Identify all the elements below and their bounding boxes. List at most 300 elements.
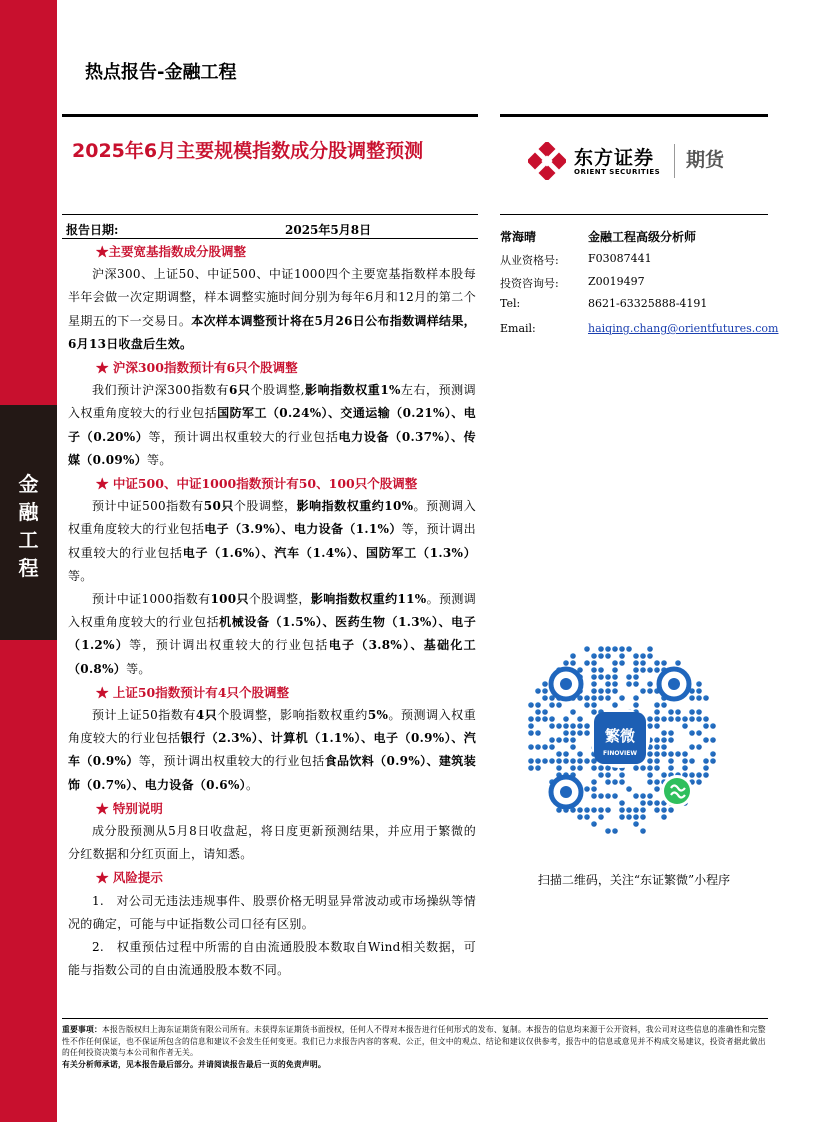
qr-dot [591,786,597,792]
qr-dot [619,653,625,659]
qualification-label: 从业资格号: [500,254,559,267]
qr-dot [598,667,604,673]
footer-rule [62,1018,768,1019]
date-rule-top [62,214,478,215]
qr-dot [661,814,667,820]
qr-dot [542,758,548,764]
qr-dot [549,723,555,729]
qr-dot [542,695,548,701]
qr-dot [584,807,590,813]
qr-dot [612,828,618,834]
qr-dot [605,653,611,659]
qr-dot [598,646,604,652]
qr-dot [633,793,639,799]
qr-dot [577,814,583,820]
text: 等。 [68,568,93,583]
qr-dot [598,688,604,694]
text: 预计中证500指数有 [92,499,204,514]
qr-dot [605,681,611,687]
qr-caption: 扫描二维码，关注“东证繁微”小程序 [537,873,731,887]
qr-dot [612,667,618,673]
company-logo [528,140,738,182]
qr-dot [682,751,688,757]
qr-dot [563,758,569,764]
qr-dot [591,807,597,813]
text: 预计中证1000指数有 [92,592,211,607]
text-bold: 4只 [195,708,218,723]
paragraph-hs300 [68,379,476,472]
qr-dot [591,695,597,701]
qr-dot [605,793,611,799]
paragraph-csi1000 [68,588,476,681]
qr-dot [689,695,695,701]
text: 个股调整, [250,383,305,398]
qr-dot [605,688,611,694]
qr-dot [570,744,576,750]
text: 。 [245,777,259,792]
qr-dot [640,828,646,834]
qr-dot [612,660,618,666]
qr-dot [689,744,695,750]
qr-finder-center [668,678,680,690]
qr-dot [675,709,681,715]
qr-dot [605,646,611,652]
qr-dot [619,695,625,701]
qr-dot [633,653,639,659]
qr-dot [577,807,583,813]
qr-dot [605,807,611,813]
qr-dot [640,793,646,799]
qr-dot [598,772,604,778]
qr-dot [556,765,562,771]
qr-dot [696,709,702,715]
qr-dot [654,786,660,792]
qr-dot [612,702,618,708]
qr-dot [584,723,590,729]
qr-dot [640,688,646,694]
qr-dot [598,765,604,771]
qr-dot [598,807,604,813]
qr-dot [570,758,576,764]
qr-dot [528,730,534,736]
text-bold: 电子（3.9%）、电力设备（1.1%） [204,522,402,537]
qr-dot [577,751,583,757]
section-heading-hs300: ★ 沪深300指数预计有6只个股调整 [96,360,298,376]
report-date-value: 2025年5月8日 [285,223,372,237]
paragraph-sse50 [68,704,476,797]
text-bold: 50只 [203,499,234,514]
qr-dot [619,807,625,813]
qr-dot [612,688,618,694]
qr-dot [696,695,702,701]
text-bold: 电子（1.6%）、汽车（1.4%）、国防军工（1.3%） [182,545,476,560]
qr-dot [647,751,653,757]
qr-dot [647,758,653,764]
qr-dot [710,723,716,729]
qr-dot [612,674,618,680]
qr-dot [647,779,653,785]
text: 个股调整， [233,499,297,514]
text-bold: 6只 [229,383,251,398]
qr-dot [612,793,618,799]
qr-dot [682,758,688,764]
qr-dot [626,814,632,820]
qr-dot [619,660,625,666]
qr-dot [640,800,646,806]
mini-program-qr-code[interactable] [520,638,720,838]
section-heading-special-note: ★ 特别说明 [96,800,163,816]
paragraph-index-adjust [68,263,476,356]
qr-dot [689,730,695,736]
qr-dot [542,688,548,694]
qr-dot [689,716,695,722]
qr-dot [528,716,534,722]
qr-dot [605,779,611,785]
paragraph-special-note: 成分股预测从5月8日收盘起，将日度更新预测结果，并应用于繁微的分红数据和分红页面上，请知悉。 [68,824,476,862]
qr-dot [647,667,653,673]
qr-dot [591,765,597,771]
side-tab-label [0,470,57,582]
section-heading-index-adjust: ★主要宽基指数成分股调整 [96,244,247,259]
qr-dot [626,674,632,680]
qr-dot [696,772,702,778]
qr-dot [535,716,541,722]
text-bold: 食品饮料（0.9%）、建筑装饰（0.7%）、电力设备（0.6%） [68,754,476,792]
qr-dot [654,667,660,673]
qr-dot [647,646,653,652]
qr-dot [591,667,597,673]
qualification-value: F03087441 [588,252,652,265]
qr-dot [619,646,625,652]
qr-dot [570,709,576,715]
qr-dot [640,653,646,659]
qr-dot [654,702,660,708]
qr-dot [528,758,534,764]
text-bold: 银行（2.3%）、计算机（1.1%）、电子（0.9%）、汽车（0.9%） [68,731,477,769]
text: 个股调整， [248,592,311,607]
qr-dot [640,660,646,666]
text: 我们预计沪深300指数有 [92,383,229,398]
qr-dot [654,765,660,771]
text: 等，预计调出权重较大的行业包括 [68,522,476,560]
qr-dot [696,688,702,694]
qr-dot [703,723,709,729]
qr-dot [549,737,555,743]
qr-dot [549,716,555,722]
qr-dot [563,737,569,743]
qr-dot [542,744,548,750]
qr-dot [668,751,674,757]
qr-dot [682,716,688,722]
qr-dot [661,807,667,813]
qr-dot [661,730,667,736]
analyst-name: 常海晴 [500,230,537,244]
qr-dot [549,744,555,750]
footer-notice [62,1024,772,1070]
qr-dot [598,793,604,799]
qr-dot [675,660,681,666]
text: 沪深300、上证50、中证500、中证1000四个主要宽基指数样本股每半年会做一次定期调整，样本调整实施时间分别为每年6月和12月的第二个星期五的下一交易日。 [68,267,476,328]
text: 预计上证50指数有 [92,708,196,723]
qr-dot [633,695,639,701]
qr-dot [668,709,674,715]
side-tab-char: 工 [18,528,39,552]
qr-dot [661,660,667,666]
qr-dot [528,702,534,708]
qr-dot [577,730,583,736]
footer-notice-text: 本报告版权归上海东证期货有限公司所有。未获得东证期货书面授权，任何人不得对本报告进行任何形式的发布、复制。本报告的信息均来源于公开资料，我公司对这些信息的准确性和完整性不作任何保证，也不保证所包含的信息和建议不会发生任何变更。我们已力求报告内容的客观、公正，但文中的观点、结论和建议仅供参考，报告中的信息或意见并不构成交易建议，投资者据此做出的任何投资决策与本公司和作者无关。 [62,1025,766,1057]
qr-dot [654,779,660,785]
qr-dot [563,716,569,722]
section-heading-sse50: ★ 上证50指数预计有4只个股调整 [96,684,289,700]
qr-dot [598,674,604,680]
qr-dot [577,758,583,764]
qr-dot [535,688,541,694]
qr-dot [577,716,583,722]
qr-dot [577,765,583,771]
qr-dot [591,688,597,694]
qr-dot [654,737,660,743]
text: 等。 [126,661,151,676]
qr-dot [563,730,569,736]
qr-dot [647,793,653,799]
qr-dot [626,646,632,652]
qr-center-cn: 繁微 [604,727,636,745]
analyst-rule [500,214,768,215]
text: 左右，预测调入权重角度较大的行业包括 [68,383,476,421]
qr-dot [661,716,667,722]
qr-dot [612,646,618,652]
qr-dot [626,786,632,792]
qr-dot [661,744,667,750]
qr-dot [654,716,660,722]
qr-dot [710,737,716,743]
qr-dot [647,688,653,694]
qr-dot [689,772,695,778]
report-date-label: 报告日期: [66,223,119,237]
email-link[interactable]: haiqing.chang@orientfutures.com [588,322,779,335]
logo-divider [674,144,675,178]
qr-finder-center [560,678,572,690]
header-rule-left [62,114,478,117]
qr-dot [591,821,597,827]
qr-dot [570,660,576,666]
qr-dot [619,800,625,806]
qr-dot [682,723,688,729]
qr-dot [605,695,611,701]
qr-dot [689,758,695,764]
text-bold: 影响指数权重约10% [296,499,414,514]
qr-dot [612,779,618,785]
qr-dot [598,814,604,820]
qr-dot [591,702,597,708]
qr-dot [556,723,562,729]
qr-dot [528,765,534,771]
qr-dot [556,758,562,764]
text-bold: 国防军工（0.24%）、交通运输（0.21%）、电子（0.20%） [68,406,476,444]
qr-dot [619,814,625,820]
qr-dot [633,765,639,771]
wechat-mini-program-icon [664,778,690,804]
qr-dot [570,653,576,659]
qr-dot [647,772,653,778]
qr-dot [584,758,590,764]
qr-dot [710,758,716,764]
qr-dot [605,772,611,778]
qr-dot [654,744,660,750]
tel-label: Tel: [500,297,521,310]
qr-dot [668,730,674,736]
qr-dot [584,646,590,652]
qr-dot [640,807,646,813]
qr-dot [563,660,569,666]
qr-dot [584,814,590,820]
qr-dot [661,702,667,708]
qr-dot [626,681,632,687]
section-heading-risk: ★ 风险提示 [96,870,163,886]
qr-dot [654,709,660,715]
qr-dot [710,751,716,757]
text-bold: 影响指数权重1% [304,383,401,398]
side-tab-char: 融 [18,500,39,524]
text-bold: 电力设备（0.37%）、传媒（0.09%） [68,429,476,467]
text: 等，预计调出权重较大的行业包括 [148,429,339,444]
qr-dot [528,744,534,750]
qr-dot [591,660,597,666]
text: 。预测调入权重角度较大的行业包括 [68,708,476,746]
header-title: 热点报告-金融工程 [85,62,237,83]
paragraph-risk-2: 2. 权重预估过程中所需的自由流通股股本数取自Wind相关数据，可能与指数公司的自由流通股股本数不同。 [68,940,476,978]
analyst-role: 金融工程高级分析师 [588,230,697,244]
qr-dot [654,751,660,757]
report-title: 2025年6月主要规模指数成分股调整预测 [72,140,424,162]
qr-center-en: FINOVIEW [603,750,637,757]
consult-label: 投资咨询号: [500,277,559,290]
text: 。预测调入权重角度较大的行业包括 [68,499,476,537]
qr-finder-center [560,786,572,798]
qr-dot [612,681,618,687]
qr-dot [696,681,702,687]
qr-dot [633,667,639,673]
qr-dot [703,737,709,743]
qr-dot [654,807,660,813]
qr-dot [563,723,569,729]
qr-dot [675,751,681,757]
qr-dot [633,681,639,687]
footer-disclaimer: 有关分析师承诺，见本报告最后部分。并请阅读报告最后一页的免责声明。 [62,1059,326,1069]
qr-dot [696,779,702,785]
qr-dot [626,807,632,813]
paragraph-risk-1: 1. 对公司无违法违规事件、股票价格无明显异常波动或市场操纵等情况的确定，可能与中证指数公司口径有区别。 [68,893,476,931]
footer-notice-label: 重要事项： [62,1025,102,1034]
qr-dot [675,716,681,722]
qr-dot [584,730,590,736]
qr-dot [633,674,639,680]
qr-dot [668,716,674,722]
qr-dot [633,807,639,813]
qr-dot [619,779,625,785]
date-rule-bottom [62,238,478,239]
qr-dot [570,723,576,729]
qr-dot [654,723,660,729]
qr-dot [633,814,639,820]
qr-dot [535,765,541,771]
qr-dot [605,674,611,680]
logo-name-en: ORIENT SECURITIES [574,168,661,176]
qr-dot [598,695,604,701]
qr-dot [668,807,674,813]
qr-dot [542,681,548,687]
text: 等。 [147,452,172,467]
text-bold: 电子（3.8%）、基础化工（0.8%） [68,638,476,676]
qr-dot [591,681,597,687]
qr-dot [647,800,653,806]
logo-name-cn: 东方证券 [574,147,655,169]
qr-dot [668,765,674,771]
qr-dot [598,653,604,659]
qr-dot [703,772,709,778]
qr-dot [584,660,590,666]
qr-dot [689,709,695,715]
qr-dot [703,765,709,771]
report-body [68,240,476,983]
qr-dot [584,786,590,792]
qr-dot [591,653,597,659]
qr-dot [570,730,576,736]
qr-dot [542,716,548,722]
text: 等，预计调出权重较大的行业包括 [138,754,325,769]
qr-dot [605,828,611,834]
qr-dot [591,709,597,715]
qr-dot [549,758,555,764]
qr-dot [654,800,660,806]
qr-dot [535,709,541,715]
qr-dot [703,695,709,701]
qr-dot [640,667,646,673]
qr-dot [654,758,660,764]
text-bold: 100只 [210,592,249,607]
qr-dot [668,758,674,764]
qr-dot [654,660,660,666]
qr-dot [584,695,590,701]
qr-dot [633,660,639,666]
qr-dot [549,702,555,708]
text: 。预测调入权重角度较大的行业包括 [68,592,477,630]
qr-dot [696,716,702,722]
qr-dot [661,751,667,757]
qr-dot [563,751,569,757]
consult-value: Z0019497 [588,275,645,288]
logo-suffix: 期货 [686,149,725,171]
qr-dot [528,723,534,729]
email-label: Email: [500,322,536,335]
qr-dot [570,765,576,771]
header-rule-right [500,114,768,117]
qr-dot [591,674,597,680]
qr-dot [647,681,653,687]
qr-dot [647,765,653,771]
text: 个股调整，影响指数权重约 [217,708,368,723]
qr-dot [633,702,639,708]
side-tab-char: 程 [18,556,39,580]
qr-dot [591,793,597,799]
qr-dot [584,702,590,708]
qr-dot [542,709,548,715]
qr-dot [556,737,562,743]
qr-dot [647,653,653,659]
qr-dot [640,814,646,820]
paragraph-csi500 [68,495,476,588]
